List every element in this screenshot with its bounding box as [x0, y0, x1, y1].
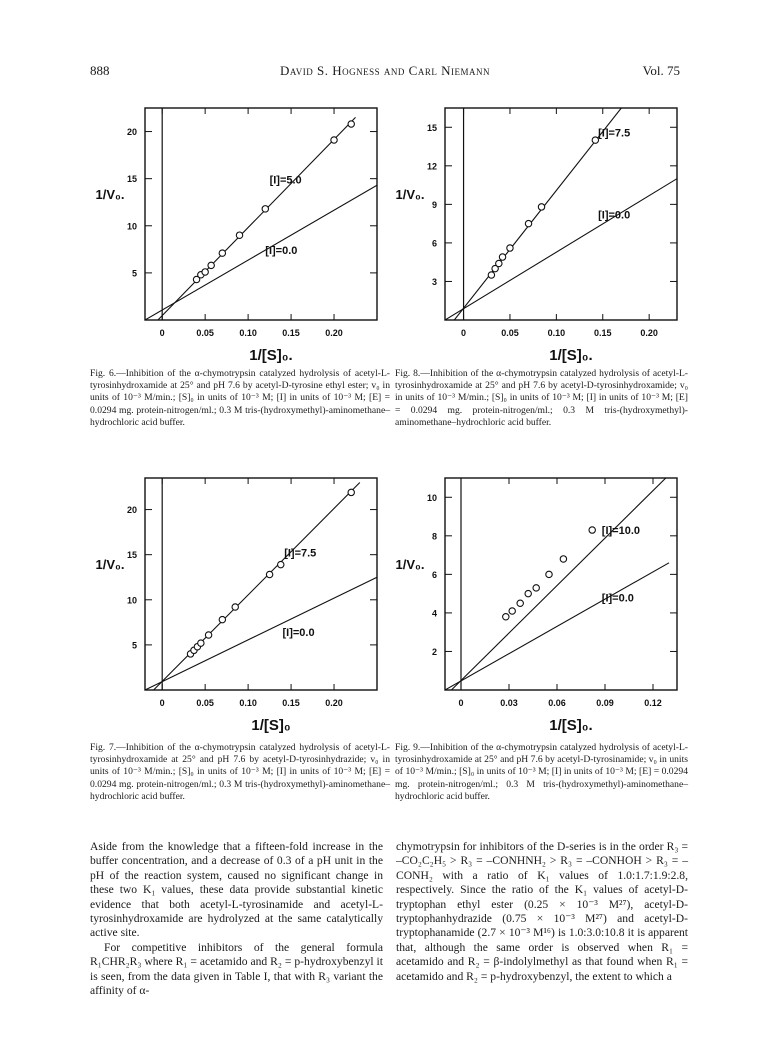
- data-point: [589, 527, 595, 533]
- series-label: [I]=0.0: [601, 592, 634, 605]
- plot-frame: [145, 478, 377, 690]
- plot-area: [445, 471, 669, 690]
- data-point: [533, 585, 539, 591]
- x-axis-label: 1/[S]₀: [251, 717, 291, 734]
- series-label: [I]=0.0: [598, 209, 631, 222]
- x-axis-label: 1/[S]₀.: [549, 347, 593, 364]
- x-tick-label: 0.05: [196, 328, 214, 338]
- y-tick-label: 4: [431, 608, 437, 619]
- figure-7: [90, 470, 390, 740]
- volume-label: Vol. 75: [642, 63, 680, 78]
- y-axis-label: 1/V₀.: [95, 187, 125, 203]
- data-point: [348, 489, 354, 495]
- data-point: [525, 590, 531, 596]
- data-point: [348, 121, 354, 127]
- data-point: [509, 608, 515, 614]
- x-tick-label: 0.15: [593, 328, 612, 338]
- x-tick-label: 0.15: [282, 698, 300, 708]
- series-label: [I]=0.0: [282, 626, 315, 639]
- y-tick-label: 9: [431, 199, 437, 210]
- x-tick-label: 0.05: [501, 328, 519, 338]
- x-axis-label: 1/[S]₀.: [249, 347, 293, 364]
- plot-area: [445, 108, 677, 320]
- data-point: [507, 245, 513, 251]
- y-tick-label: 6: [431, 569, 437, 580]
- y-tick-label: 10: [426, 492, 437, 503]
- y-tick-label: 20: [126, 505, 137, 516]
- data-point: [650, 471, 656, 477]
- plot-area: [145, 483, 377, 690]
- data-point: [560, 556, 566, 562]
- x-tick-label: 0: [159, 698, 165, 708]
- data-point: [488, 272, 494, 278]
- body-paragraph: Aside from the knowledge that a fifteen-fold increase in the buffer concentration, and a decrease of 0.3 of a pH unit in the pH of the reaction system, caused no significant change in these two K₁ values, these data provide substantial kinetic evidence that both acetyl-L-tyrosinamide and acetyl-L-tyrosinhydroxamide are hydrolyzed at the same catalytically active site.: [90, 840, 383, 940]
- x-tick-label: 0.15: [282, 328, 300, 338]
- figure-6-caption: Fig. 6.—Inhibition of the α-chymotrypsin catalyzed hydrolysis of acetyl-L-tyrosinhydroxamide at 25° and pH 7.6 by acetyl-D-tyrosine ethyl ester; v₀ in units of 10⁻³ M/min.; [S]₀ in units of 10⁻³ M; [I] in units of 10⁻³ M; [E] = 0.0294 mg. protein-nitrogen/ml.; 0.3 M tris-(hydroxymethyl)-aminomethane–hydrochloric acid buffer.: [90, 368, 390, 428]
- series-line: [145, 185, 377, 320]
- data-point: [232, 604, 238, 610]
- figure-8-chart: [390, 100, 690, 370]
- data-point: [278, 561, 284, 567]
- x-tick-label: 0.09: [596, 698, 614, 708]
- y-tick-label: 12: [426, 161, 437, 172]
- series-line: [445, 563, 669, 690]
- data-point: [496, 260, 502, 266]
- figure-9: [390, 470, 690, 740]
- figure-9-chart: [390, 470, 690, 740]
- page-number: 888: [90, 63, 110, 78]
- x-tick-label: 0: [461, 328, 467, 338]
- x-tick-label: 0.10: [239, 328, 257, 338]
- body-column-right: [396, 840, 688, 984]
- figure-7-chart: [90, 470, 390, 740]
- y-tick-label: 15: [126, 550, 137, 561]
- series-line: [451, 478, 665, 690]
- y-tick-label: 10: [126, 221, 137, 232]
- series-label: [I]=7.5: [284, 547, 317, 560]
- plot-area: [145, 117, 377, 320]
- y-tick-label: 6: [431, 238, 437, 249]
- series-label: [I]=10.0: [601, 524, 641, 537]
- data-point: [236, 232, 242, 238]
- figure-8: [390, 100, 690, 370]
- x-tick-label: 0.05: [196, 698, 214, 708]
- body-paragraph: For competitive inhibitors of the general formula R₁CHR₂R₃ where R₁ = acetamido and R₂ = p-hydroxybenzyl it is seen, from the data given in Table I, that with R₃ variant the affinity of α-: [90, 940, 383, 998]
- data-point: [208, 262, 214, 268]
- x-tick-label: 0.06: [548, 698, 566, 708]
- x-tick-label: 0.20: [640, 328, 658, 338]
- x-tick-label: 0.10: [547, 328, 566, 338]
- data-point: [266, 571, 272, 577]
- x-tick-label: 0.20: [325, 328, 343, 338]
- figure-6: [90, 100, 390, 370]
- data-point: [219, 616, 225, 622]
- x-tick-label: 0: [159, 328, 165, 338]
- data-point: [198, 640, 204, 646]
- y-tick-label: 20: [126, 127, 137, 138]
- series-label: [I]=5.0: [269, 174, 302, 187]
- plot-frame: [445, 478, 677, 690]
- y-tick-label: 3: [431, 276, 437, 287]
- y-tick-label: 8: [431, 531, 437, 542]
- y-tick-label: 5: [131, 640, 137, 651]
- data-point: [499, 254, 505, 260]
- data-point: [538, 204, 544, 210]
- x-tick-label: 0.10: [239, 698, 257, 708]
- data-point: [205, 632, 211, 638]
- x-tick-label: 0.20: [325, 698, 343, 708]
- x-tick-label: 0.03: [500, 698, 518, 708]
- series-label: [I]=0.0: [265, 245, 298, 258]
- y-axis-label: 1/V₀.: [95, 557, 125, 573]
- data-point: [517, 600, 523, 606]
- y-tick-label: 15: [426, 122, 437, 133]
- series-line: [145, 577, 377, 690]
- data-point: [219, 250, 225, 256]
- running-authors: David S. Hogness and Carl Niemann: [280, 63, 490, 78]
- series-line: [445, 179, 677, 320]
- figure-7-caption: Fig. 7.—Inhibition of the α-chymotrypsin catalyzed hydrolysis of acetyl-L-tyrosinhydroxamide at 25° and pH 7.6 by acetyl-D-tyrosinhydrazide; v₀ in units of 10⁻³ M/min.; [S]₀ in units of 10⁻³ M; [I] in units of 10⁻³ M; [E] = 0.0294 mg. protein-nitrogen/ml.; 0.3 M tris-(hydroxymethyl)-aminomethane–hydrochloric acid buffer.: [90, 742, 390, 802]
- figure-6-chart: [90, 100, 390, 370]
- data-point: [503, 614, 509, 620]
- series-line: [154, 483, 360, 690]
- y-axis-label: 1/V₀.: [395, 557, 425, 573]
- y-tick-label: 2: [431, 646, 437, 657]
- figure-8-caption: Fig. 8.—Inhibition of the α-chymotrypsin catalyzed hydrolysis of acetyl-L-tyrosinhydroxamide at 25° and pH 7.6 by acetyl-D-tyrosinhydroxamide; v₀ in units of 10⁻³ M/min.; [S]₀ in units of 10⁻³ M; [I] in units of 10⁻³ M; [E] = 0.0294 mg. protein-nitrogen/ml.; 0.3 M tris-(hydroxymethyl)-aminomethane–hydrochloric acid buffer.: [395, 368, 688, 428]
- series-line: [158, 117, 356, 320]
- x-axis-label: 1/[S]₀.: [549, 717, 593, 734]
- figure-9-caption: Fig. 9.—Inhibition of the α-chymotrypsin catalyzed hydrolysis of acetyl-L-tyrosinhydroxamide at 25° and pH 7.6 by acetyl-D-tyrosinamide; v₀ in units of 10⁻³ M/min.; [S]₀ in units of 10⁻³ M; [I] in units of 10⁻³ M; [E] = 0.0294 mg. protein-nitrogen/ml.; 0.3 M tris-(hydroxymethyl)-aminomethane–hydrochloric acid buffer.: [395, 742, 688, 802]
- body-column-left: [90, 840, 383, 998]
- series-label: [I]=7.5: [598, 127, 631, 140]
- data-point: [546, 571, 552, 577]
- body-paragraph: chymotrypsin for inhibitors of the D-series is in the order R₃ = –CO₂C₂H₅ > R₃ = –CONHNH₂ > R₃ = –CONHOH > R₃ = –CONH₂ with a ratio of K₁ values of 1.0:1.7:1.9:2.8, respectively. Since the ratio of the K₁ values of acetyl-D-tryptophan ethyl ester (0.25 × 10⁻³ M²⁷), acetyl-D-tryptophanhydrazide (0.75 × 10⁻³ M²⁷) and acetyl-D-tryptophanamide (2.7 × 10⁻³ M¹⁶) is 1.0:3.0:10.8 it is apparent that, although the same order is observed when R₁ = acetamido and R₂ = β-indolylmethyl as that found when R₁ = acetamido and R₂ = p-hydroxybenzyl, the extent to which a: [396, 840, 688, 983]
- data-point: [331, 137, 337, 143]
- data-point: [262, 206, 268, 212]
- y-tick-label: 15: [126, 174, 137, 185]
- data-point: [525, 220, 531, 226]
- y-axis-label: 1/V₀.: [395, 187, 425, 203]
- y-tick-label: 10: [126, 595, 137, 606]
- x-tick-label: 0: [458, 698, 464, 708]
- x-tick-label: 0.12: [644, 698, 662, 708]
- running-header: [90, 63, 680, 83]
- y-tick-label: 5: [131, 268, 137, 279]
- data-point: [202, 269, 208, 275]
